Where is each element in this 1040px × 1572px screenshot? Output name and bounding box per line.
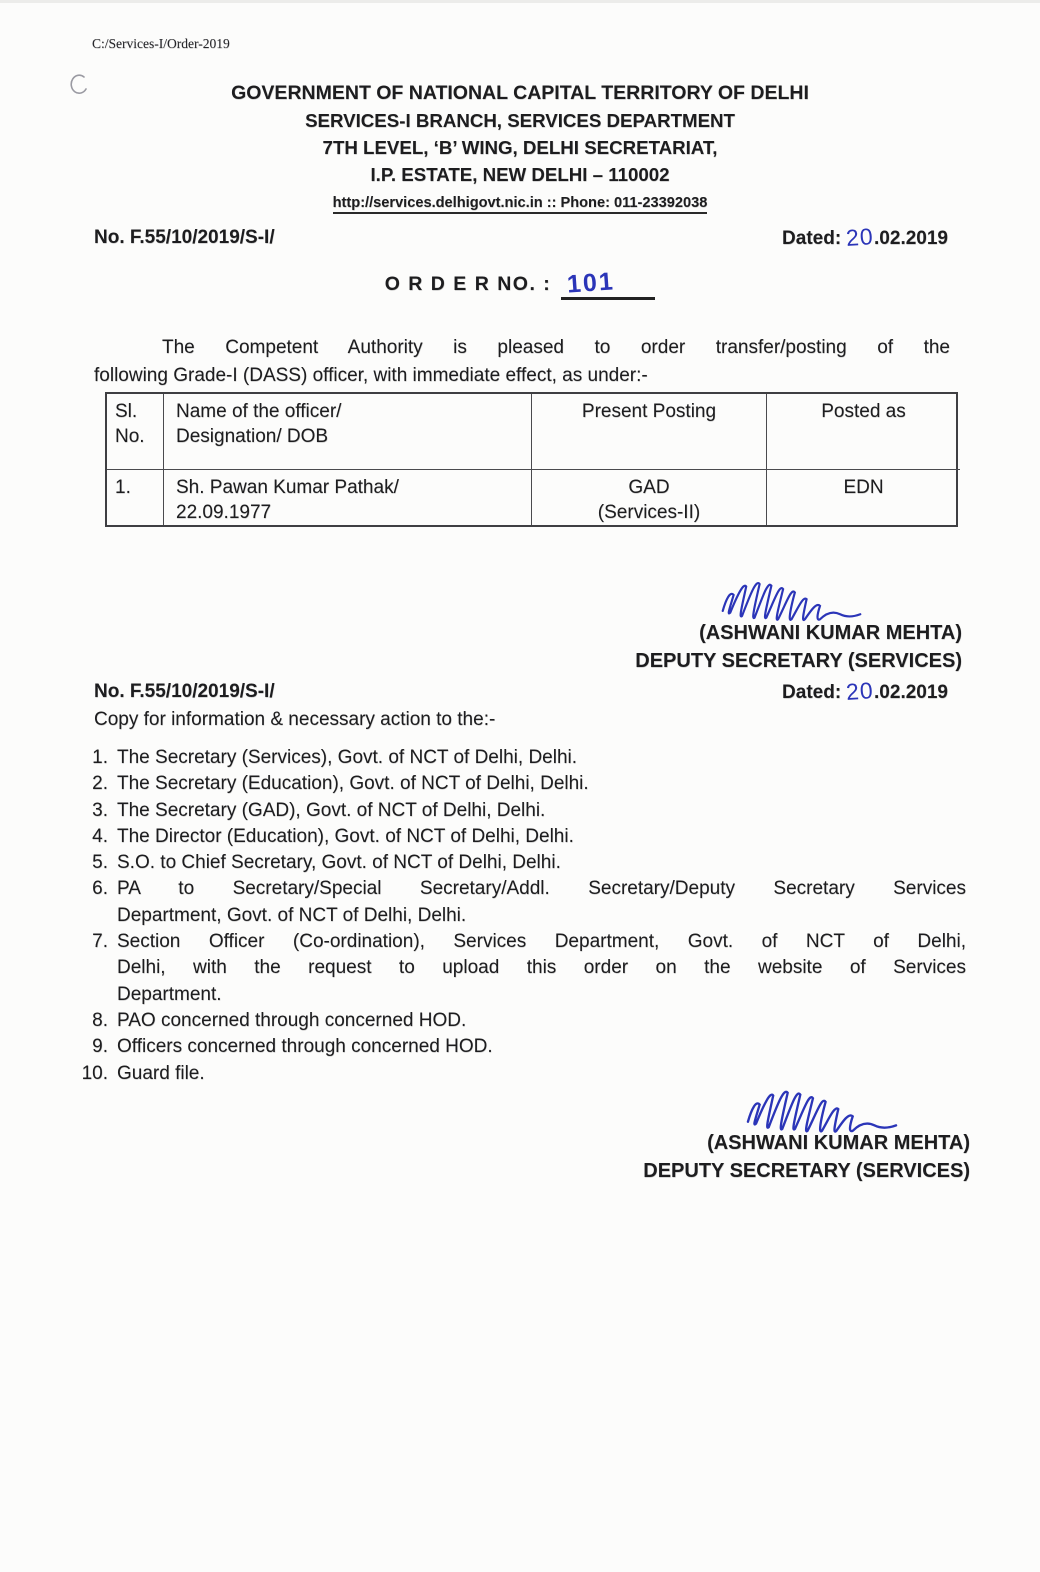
intro-line-1: The Competent Authority is pleased to order transfer/posting of the <box>162 337 950 358</box>
table-cell-present-posting: GAD (Services-II) <box>532 470 767 525</box>
file-number-1: No. F.55/10/2019/S-I/ <box>94 227 275 248</box>
table-header-sl: Sl. No. <box>107 394 164 470</box>
date-line-2 <box>782 677 948 705</box>
signatory-title: DEPUTY SECRETARY (SERVICES) <box>643 1159 970 1182</box>
file-path-annotation: C:/Services-I/Order-2019 <box>92 36 230 51</box>
distribution-item: 9. Officers concerned through concerned HOD. <box>92 1036 493 1058</box>
letterhead-line3: 7TH LEVEL, ‘B’ WING, DELHI SECRETARIAT, <box>322 137 718 158</box>
signature-icon <box>709 574 874 626</box>
reference-row-1 <box>94 223 948 251</box>
signature-block-2 <box>643 1082 970 1185</box>
intro-paragraph <box>94 334 950 390</box>
distribution-item: 5. S.O. to Chief Secretary, Govt. of NCT of Delhi, Delhi. <box>92 852 561 874</box>
signatory-name: (ASHWANI KUMAR MEHTA) <box>699 622 962 644</box>
letterhead-line1: GOVERNMENT OF NATIONAL CAPITAL TERRITORY OF DELHI <box>231 82 809 104</box>
table-header-present-posting: Present Posting <box>532 394 767 470</box>
distribution-item: 2. The Secretary (Education), Govt. of NCT of Delhi, Delhi. <box>92 773 589 795</box>
table-cell-posted-as: EDN <box>843 477 884 498</box>
distribution-item: 10. Guard file. <box>81 1062 205 1084</box>
table-header-name: Name of the officer/ Designation/ DOB <box>164 394 532 470</box>
table-cell-sl: 1. <box>107 470 164 525</box>
distribution-item: 4. The Director (Education), Govt. of NCT of Delhi, Delhi. <box>92 825 574 847</box>
handwritten-day-1: 20 <box>845 223 875 251</box>
order-number-line <box>0 267 1040 300</box>
distribution-item: 7. Section Officer (Co-ordination), Services Department, Govt. of NCT of Delhi, Delhi, with the request to upload this order on the website of Services Department. <box>92 931 966 1005</box>
signatory-name: (ASHWANI KUMAR MEHTA) <box>707 1132 970 1154</box>
intro-line-2: following Grade-I (DASS) officer, with immediate effect, as under:- <box>94 365 648 386</box>
copy-note: Copy for information & necessary action to the:- <box>94 709 496 730</box>
distribution-item: 1. The Secretary (Services), Govt. of NCT of Delhi, Delhi. <box>92 747 578 768</box>
letterhead-line4: I.P. ESTATE, NEW DELHI – 110002 <box>370 164 670 185</box>
distribution-item: 8. PAO concerned through concerned HOD. <box>92 1009 467 1031</box>
signature-block-1 <box>635 574 962 675</box>
date-rest-1: .02.2019 <box>874 228 948 249</box>
letterhead <box>0 80 1040 217</box>
letterhead-contact <box>0 190 1040 217</box>
signatory-title: DEPUTY SECRETARY (SERVICES) <box>635 649 962 672</box>
distribution-list <box>70 745 966 1087</box>
file-number-2: No. F.55/10/2019/S-I/ <box>94 681 275 702</box>
dated-label-1: Dated: <box>782 228 842 249</box>
dated-label-2: Dated: <box>782 682 842 703</box>
transfer-posting-table <box>105 392 958 527</box>
distribution-item: 3. The Secretary (GAD), Govt. of NCT of Delhi, Delhi. <box>92 799 546 821</box>
date-line-1 <box>782 223 948 251</box>
order-label: O R D E R NO. : <box>384 273 552 295</box>
date-rest-2: .02.2019 <box>874 682 948 703</box>
table-cell-name: Sh. Pawan Kumar Pathak/ 22.09.1977 <box>164 470 532 525</box>
handwritten-day-2: 20 <box>845 677 875 705</box>
handwritten-order-number: 101 <box>566 267 616 299</box>
table-header-posted-as: Posted as <box>767 394 960 470</box>
website-phone-text: http://services.delhigovt.nic.in :: Phone: 011-23392038 <box>333 195 708 214</box>
letterhead-line2: SERVICES-I BRANCH, SERVICES DEPARTMENT <box>305 110 735 131</box>
order-number-underline <box>561 267 655 300</box>
distribution-item: 6. PA to Secretary/Special Secretary/Addl. Secretary/Deputy Secretary Services Department, Govt. of NCT of Delhi, Delhi. <box>92 878 966 926</box>
reference-row-2 <box>94 677 948 705</box>
